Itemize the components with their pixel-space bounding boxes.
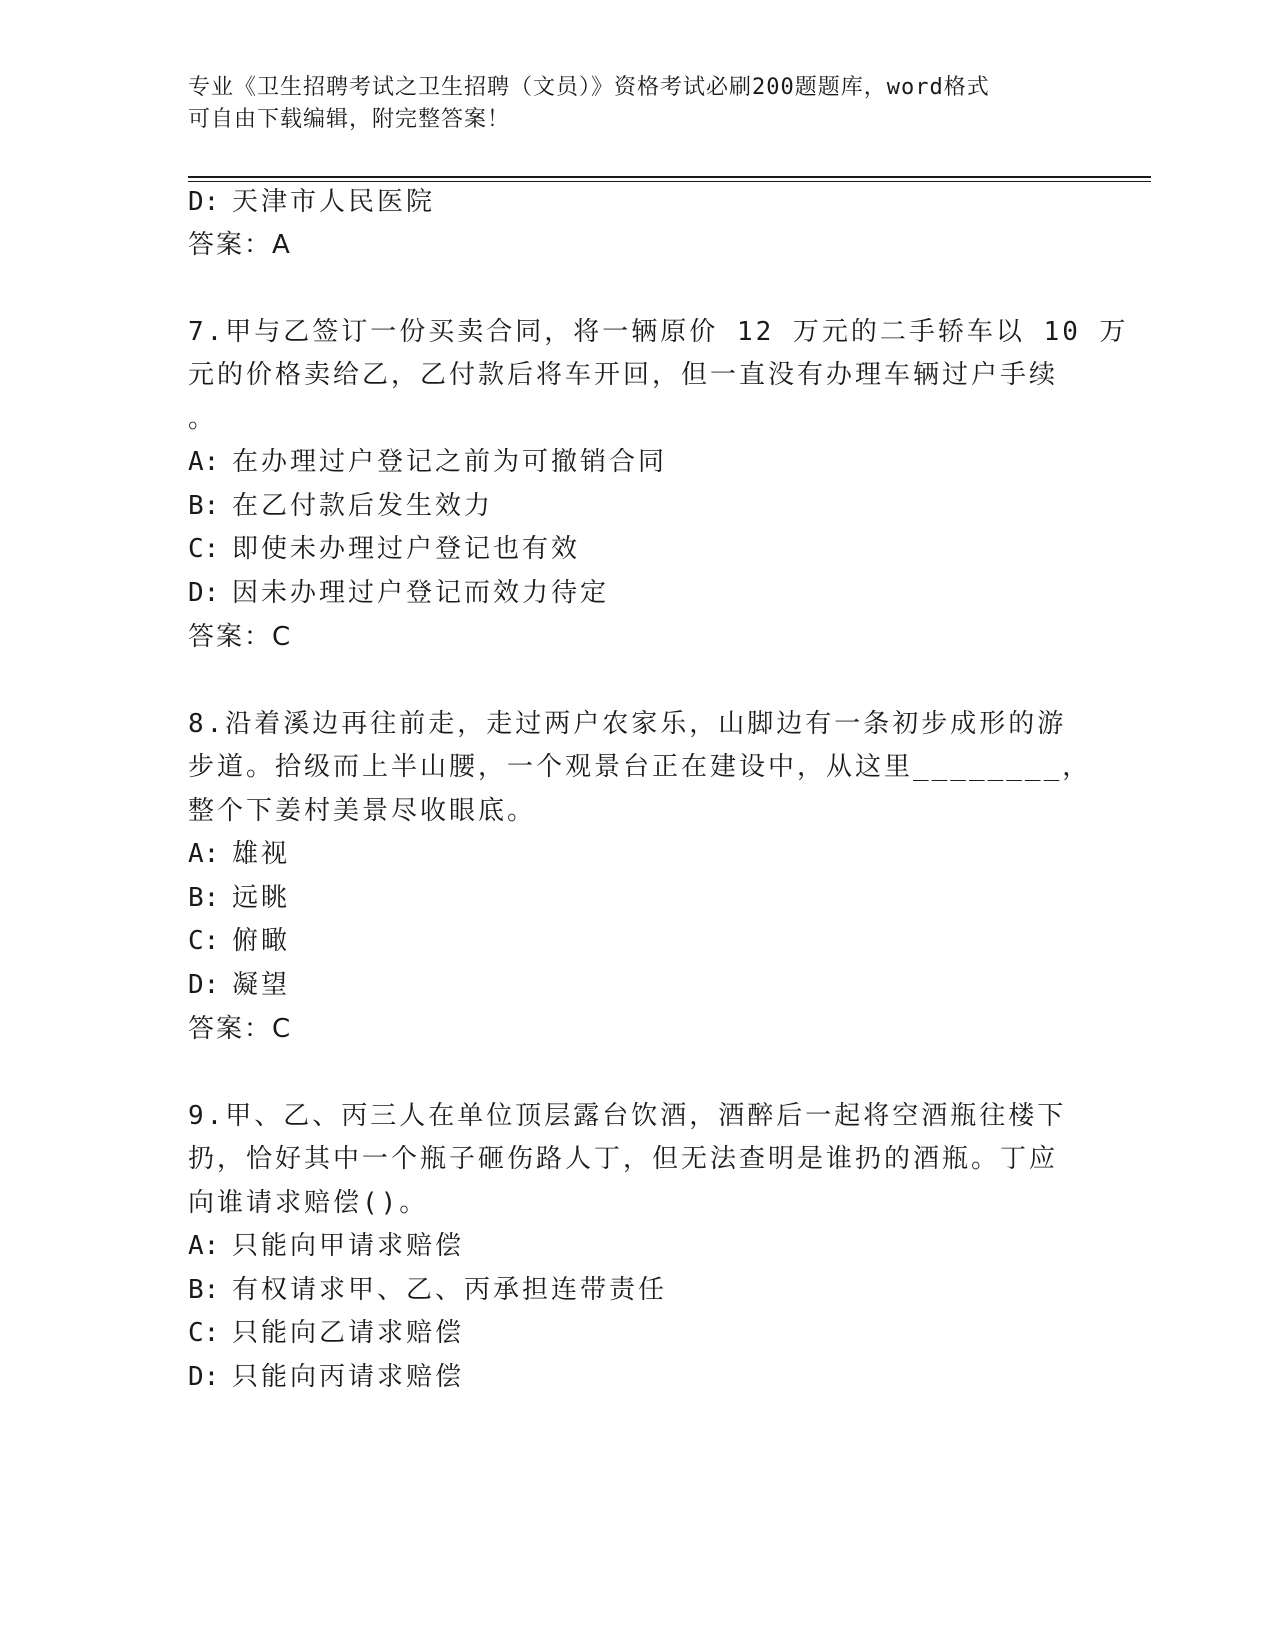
q8-stem-line-3: 整个下姜村美景尽收眼底。 xyxy=(188,796,537,826)
option-text: 天津市人民医院 xyxy=(232,187,436,217)
option-letter: D: xyxy=(188,578,220,608)
option-letter: D: xyxy=(188,1362,220,1392)
header-divider xyxy=(188,176,1151,178)
option-letter: C: xyxy=(188,534,220,564)
q8-answer: 答案：C xyxy=(188,1014,293,1044)
option-text: 因未办理过户登记而效力待定 xyxy=(232,578,610,608)
q8-option-a xyxy=(188,838,1068,870)
q7-answer: 答案：C xyxy=(188,622,293,652)
q9-option-c xyxy=(188,1317,1068,1349)
q7-stem-line-3: 。 xyxy=(188,404,218,434)
option-text: 雄视 xyxy=(232,839,291,869)
prev-option-d xyxy=(188,186,1068,218)
option-text: 在办理过户登记之前为可撤销合同 xyxy=(232,447,668,477)
option-text: 只能向乙请求赔偿 xyxy=(232,1318,465,1348)
option-text: 在乙付款后发生效力 xyxy=(232,491,494,521)
q7-stem-line-2: 元的价格卖给乙，乙付款后将车开回，但一直没有办理车辆过户手续 xyxy=(188,360,1059,390)
q8-stem-line-1: 8.沿着溪边再往前走，走过两户农家乐，山脚边有一条初步成形的游 xyxy=(188,709,1067,739)
option-text: 有权请求甲、乙、丙承担连带责任 xyxy=(232,1275,668,1305)
option-letter: C: xyxy=(188,1318,220,1348)
option-letter: B: xyxy=(188,491,220,521)
header-divider-thin xyxy=(188,181,1151,182)
option-text: 远眺 xyxy=(232,883,291,913)
option-letter: A: xyxy=(188,1231,220,1261)
option-letter: C: xyxy=(188,926,220,956)
q7-option-b xyxy=(188,490,1068,522)
q9-option-a xyxy=(188,1230,1068,1262)
option-text: 只能向甲请求赔偿 xyxy=(232,1231,465,1261)
prev-answer: 答案：A xyxy=(188,230,292,260)
header-line-2: 可自由下载编辑，附完整答案！ xyxy=(188,107,511,132)
q8-option-c xyxy=(188,925,1068,957)
option-letter: D: xyxy=(188,970,220,1000)
q8-option-d xyxy=(188,969,1068,1001)
option-text: 即使未办理过户登记也有效 xyxy=(232,534,581,564)
option-text: 只能向丙请求赔偿 xyxy=(232,1362,465,1392)
q7-option-a xyxy=(188,446,1068,478)
q7-option-d xyxy=(188,577,1068,609)
q8-stem-line-2: 步道。拾级而上半山腰，一个观景台正在建设中，从这里________， xyxy=(188,752,1092,782)
option-text: 俯瞰 xyxy=(232,926,291,956)
q9-stem-line-2: 扔，恰好其中一个瓶子砸伤路人丁，但无法查明是谁扔的酒瓶。丁应 xyxy=(188,1144,1059,1174)
q8-option-b xyxy=(188,882,1068,914)
option-letter: B: xyxy=(188,1275,220,1305)
q9-option-b xyxy=(188,1274,1068,1306)
q7-option-c xyxy=(188,533,1068,565)
q9-stem-line-3: 向谁请求赔偿()。 xyxy=(188,1188,429,1218)
q9-stem-line-1: 9.甲、乙、丙三人在单位顶层露台饮酒，酒醉后一起将空酒瓶往楼下 xyxy=(188,1101,1067,1131)
q7-stem-line-1: 7.甲与乙签订一份买卖合同，将一辆原价 12 万元的二手轿车以 10 万 xyxy=(188,317,1129,347)
option-letter: A: xyxy=(188,839,220,869)
q9-option-d xyxy=(188,1361,1068,1393)
page-header xyxy=(188,72,1068,136)
option-letter: D: xyxy=(188,187,220,217)
option-letter: B: xyxy=(188,883,220,913)
option-letter: A: xyxy=(188,447,220,477)
option-text: 凝望 xyxy=(232,970,291,1000)
header-line-1: 专业《卫生招聘考试之卫生招聘（文员）》资格考试必刷200题题库，word格式 xyxy=(188,75,990,100)
